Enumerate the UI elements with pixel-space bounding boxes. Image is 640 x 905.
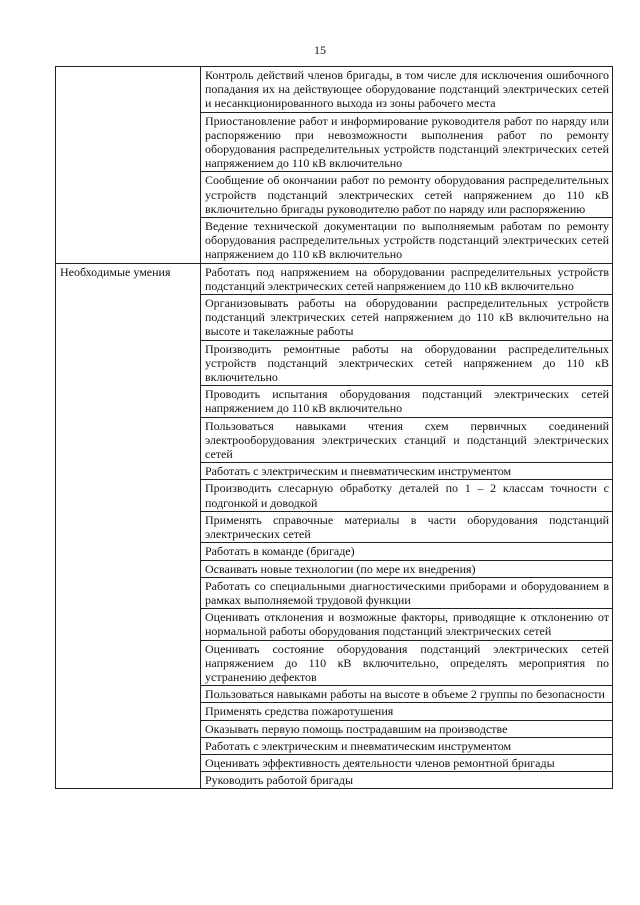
table-cell: Работать в команде (бригаде) [201, 543, 613, 560]
table-cell: Руководить работой бригады [201, 772, 613, 789]
requirements-table [55, 66, 613, 789]
table-cell: Пользоваться навыками работы на высоте в объеме 2 группы по безопасности [201, 686, 613, 703]
table-cell: Контроль действий членов бригады, в том числе для исключения ошибочного попадания их на действующее оборудование подстанций электрических сетей и несанкционированного выхода из зоны рабочего места [201, 67, 613, 113]
table-cell: Оценивать отклонения и возможные факторы, приводящие к отклонению от нормальной работы оборудования подстанций электрических сетей [201, 609, 613, 640]
table-cell: Производить ремонтные работы на оборудовании распределительных устройств подстанций электрических сетей напряжением до 110 кВ включительно [201, 340, 613, 386]
table-cell: Работать с электрическим и пневматическим инструментом [201, 463, 613, 480]
table-cell: Организовывать работы на оборудовании распределительных устройств подстанций электрических сетей напряжением до 110 кВ включительно на высоте и такелажные работы [201, 295, 613, 341]
table-cell: Ведение технической документации по выполняемым работам по ремонту оборудования распределительных устройств подстанций электрических сетей напряжением до 110 кВ включительно [201, 218, 613, 264]
table-cell: Осваивать новые технологии (по мере их внедрения) [201, 560, 613, 577]
table-cell: Работать с электрическим и пневматическим инструментом [201, 737, 613, 754]
section-label: Необходимые умения [56, 263, 201, 789]
table-row [56, 263, 613, 294]
table-cell: Пользоваться навыками чтения схем первичных соединений электрооборудования электрических станций и подстанций электрических сетей [201, 417, 613, 463]
table-cell: Оценивать состояние оборудования подстанций электрических сетей напряжением до 110 кВ включительно, определять мероприятия по устранению дефектов [201, 640, 613, 686]
table-cell: Работать под напряжением на оборудовании распределительных устройств подстанций электрических сетей напряжением до 110 кВ включительно [201, 263, 613, 294]
table-cell: Применять средства пожаротушения [201, 703, 613, 720]
table-cell: Проводить испытания оборудования подстанций электрических сетей напряжением до 110 кВ включительно [201, 386, 613, 417]
section-label [56, 67, 201, 264]
table-cell: Оказывать первую помощь пострадавшим на производстве [201, 720, 613, 737]
table-cell: Применять справочные материалы в части оборудования подстанций электрических сетей [201, 511, 613, 542]
table-cell: Сообщение об окончании работ по ремонту оборудования распределительных устройств подстанций электрических сетей напряжением до 110 кВ включительно бригады руководителю работ по наряду или распоряжению [201, 172, 613, 218]
table-cell: Оценивать эффективность деятельности членов ремонтной бригады [201, 754, 613, 771]
page-number: 15 [314, 43, 326, 57]
table-cell: Работать со специальными диагностическими приборами и оборудованием в рамках выполняемой трудовой функции [201, 577, 613, 608]
table-cell: Приостановление работ и информирование руководителя работ по наряду или распоряжению при невозможности выполнения работ по ремонту оборудования распределительных устройств подстанций электрических сетей напряжением до 110 кВ включительно [201, 112, 613, 172]
table-row [56, 67, 613, 113]
table-cell: Производить слесарную обработку деталей по 1 – 2 классам точности с подгонкой и доводкой [201, 480, 613, 511]
